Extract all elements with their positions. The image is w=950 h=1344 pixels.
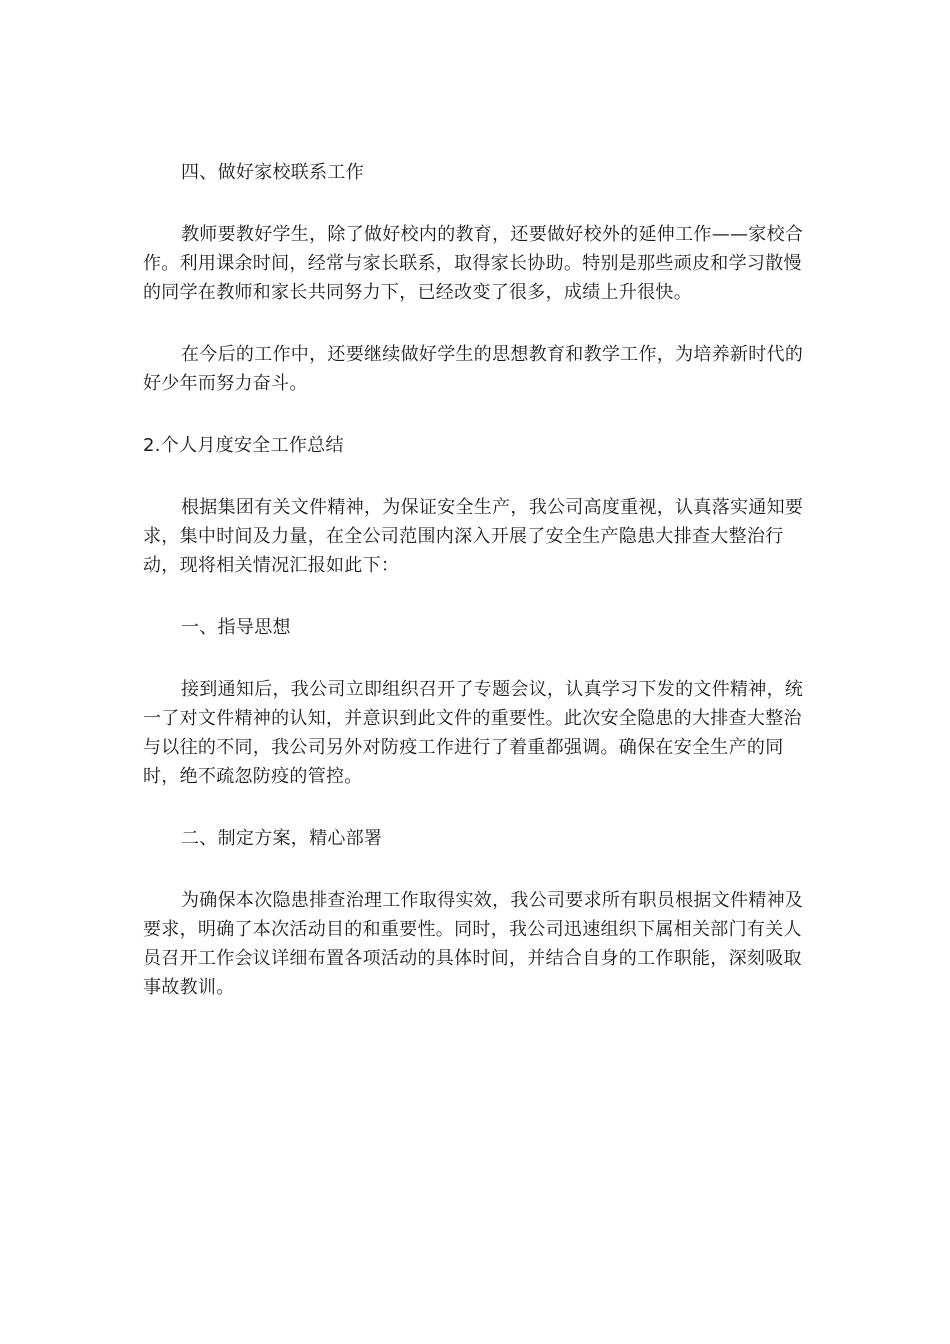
paragraph-plan-deployment: 为确保本次隐患排查治理工作取得实效，我公司要求所有职员根据文件精神及要求，明确了本次活动目的和重要性。同时，我公司迅速组织下属相关部门有关人员召开工作会议详细布置各项活动的具体时间，并结合自身的工作职能，深刻吸取事故教训。 <box>143 890 804 998</box>
paragraph-future-work: 在今后的工作中，还要继续做好学生的思想教育和教学工作，为培养新时代的好少年而努力奋斗。 <box>143 344 804 394</box>
paragraph-home-school-cooperation: 教师要教好学生，除了做好校内的教育，还要做好校外的延伸工作——家校合作。利用课余时间，经常与家长联系，取得家长协助。特别是那些顽皮和学习散慢的同学在教师和家长共同努力下，已经改变了很多，成绩上升很快。 <box>143 224 804 303</box>
document-page <box>143 158 811 1002</box>
article-title-safety-summary: 2.个人月度安全工作总结 <box>143 435 344 456</box>
section-heading-home-school: 四、做好家校联系工作 <box>181 162 364 183</box>
paragraph-guiding-ideology: 接到通知后，我公司立即组织召开了专题会议，认真学习下发的文件精神，统一了对文件精神的认知，并意识到此文件的重要性。此次安全隐患的大排查大整治与以往的不同，我公司另外对防疫工作进行了着重都强调。确保在安全生产的同时，绝不疏忽防疫的管控。 <box>143 679 804 787</box>
paragraph-safety-intro: 根据集团有关文件精神，为保证安全生产，我公司高度重视，认真落实通知要求，集中时间及力量，在全公司范围内深入开展了安全生产隐患大排查大整治行动，现将相关情况汇报如此下： <box>143 497 804 576</box>
section-heading-plan-deployment: 二、制定方案，精心部署 <box>181 828 383 849</box>
section-heading-guiding-ideology: 一、指导思想 <box>181 617 291 638</box>
